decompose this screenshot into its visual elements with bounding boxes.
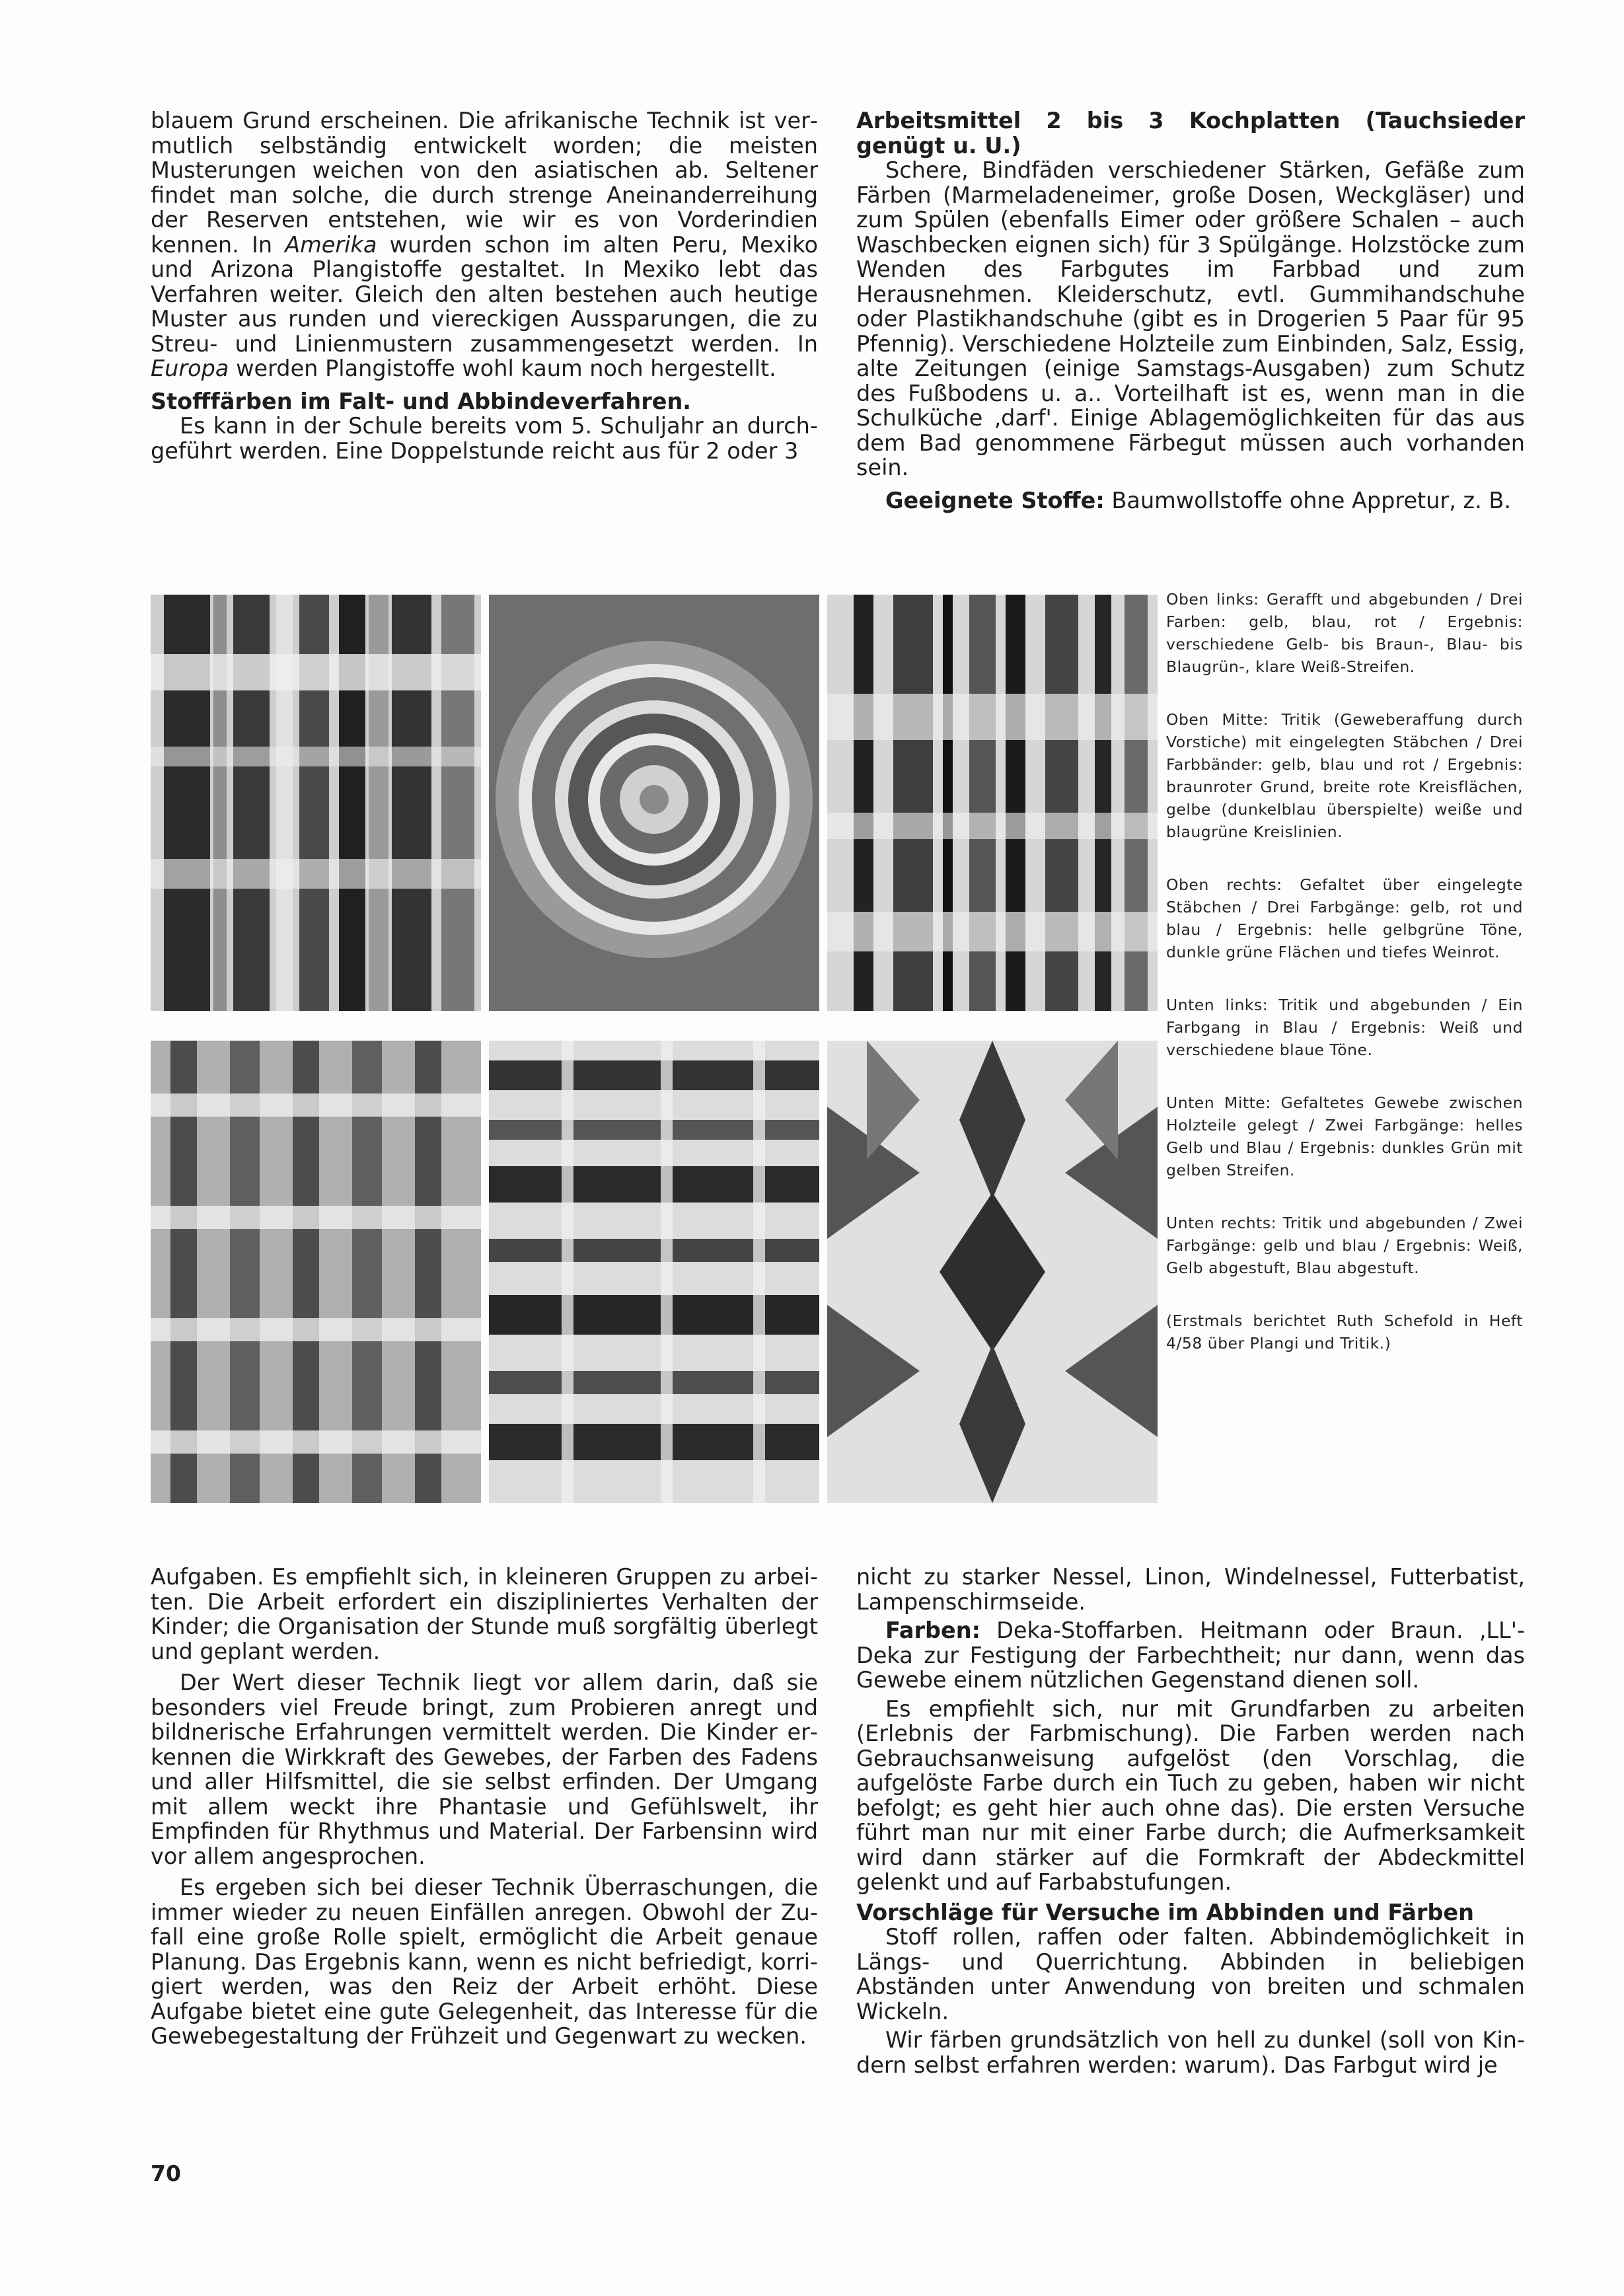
caption-bottom-left: Unten links: Tritik und abgebunden / Ein Farbgang in Blau / Ergebnis: Weiß und verschiedene blaue Töne. [1166,996,1523,1059]
inline-label: Farben: [885,1617,980,1643]
caption-bottom-middle: Unten Mitte: Gefaltetes Gewebe zwischen Holzteile gelegt / Zwei Farbgänge: helles Gelb und Blau / Ergebnis: dunkles Grün mit gelben Streifen. [1166,1093,1523,1179]
page-number: 70 [151,2161,181,2186]
paragraph: Wir färben grundsätzlich von hell zu dunkel (soll von Kindern selbst erfahren werden: warum). Das Farbgut wird je [856,2027,1525,2078]
caption-bottom-right: Unten rechts: Tritik und abgebunden / Zwei Farbgänge: gelb und blau / Ergebnis: Weiß, Gelb abgestuft, Blau abgestuft. [1166,1214,1523,1277]
emphasis: Europa [151,355,229,381]
photo-top-right [827,595,1158,1011]
section-heading: Arbeitsmittel 2 bis 3 Kochplatten (Tauchsieder genügt u. U.) [856,108,1525,159]
paragraph: Geeignete Stoffe: Baumwollstoffe ohne Appretur, z. B. [885,487,1512,513]
photo-top-left [151,595,481,1011]
paragraph: nicht zu starker Nessel, Linon, Windelnessel, Futterbatist, Lampenschirmseide. [856,1564,1525,1615]
text-column-top-right [856,108,1525,513]
caption-top-middle: Oben Mitte: Tritik (Geweberaffung durch Vorstiche) mit eingelegten Stäbchen / Drei Farbbänder: gelb, blau und rot / Ergebnis: braunroter Grund, breite rote Kreisflächen, gelbe (dunkelblau überspielte) weiße und blaugrüne Kreislinien. [1166,710,1523,841]
paragraph: Aufgaben. Es empfiehlt sich, in kleineren Gruppen zu arbeiten. Die Arbeit erfordert ein diszipliniertes Verhalten der Kinder; die Organisation der Stunde muß sorgfältig überlegt und geplant werden. [151,1564,818,1664]
paragraph: Farben: Deka-Stoffarben. Heitmann oder Braun. ‚LL'-Deka zur Festigung der Farbechtheit; nur dann, wenn das Gewebe einem nützlichen Gegenstand dienen soll. [856,1617,1525,1693]
section-heading: Vorschläge für Versuche im Abbinden und Färben [856,1899,1474,1925]
paragraph: Es ergeben sich bei dieser Technik Überraschungen, die immer wieder zu neuen Einfällen anregen. Obwohl der Zufall eine große Rolle spielt, ermöglicht die Arbeit genaue Planung. Das Ergebnis kann, wenn es nicht befriedigt, korrigiert werden, was den Reiz der Arbeit erhöht. Diese Aufgabe bietet eine gute Gelegenheit, das Interesse für die Gewebegestaltung der Frühzeit und Gegenwart zu wecken. [151,1874,818,2049]
caption-top-left: Oben links: Gerafft und abgebunden / Drei Farben: gelb, blau, rot / Ergebnis: verschiedene Gelb- bis Braun-, Blau- bis Blaugrün-, klare Weiß-Streifen. [1166,590,1523,676]
paragraph: Stoff rollen, raffen oder falten. Abbindemöglichkeit in Längs- und Querrichtung. Abbinden in beliebigen Abständen unter Anwendung von breiten und schmalen Wickeln. [856,1924,1525,2024]
caption-top-right: Oben rechts: Gefaltet über eingelegte Stäbchen / Drei Farbgänge: gelb, rot und blau / Ergebnis: helle gelbgrüne Töne, dunkle grüne Flächen und tiefes Weinrot. [1166,875,1523,961]
paragraph: Der Wert dieser Technik liegt vor allem darin, daß sie besonders viel Freude bringt, zum Probieren anregt und bildnerische Erfahrungen vermittelt werden. Die Kinder erkennen die Wirkkraft des Gewebes, der Farben des Fadens und aller Hilfsmittel, die sie selbst erfinden. Der Umgang mit allem weckt ihre Phantasie und Gefühlswelt, ihr Empfinden für Rhythmus und Material. Der Farbensinn wird vor allem angesprochen. [151,1670,818,1869]
paragraph: Schere, Bindfäden verschiedener Stärken, Gefäße zum Färben (Marmeladeneimer, große Dosen, Weckgläser) und zum Spülen (ebenfalls Eimer oder größere Schalen – auch Waschbecken eignen sich) für 3 Spülgänge. Holzstöcke zum Wenden des Farbgutes im Farbbad und zum Herausnehmen. Kleiderschutz, evtl. Gummihandschuhe oder Plastikhandschuhe (gibt es in Drogerien 5 Paar für 95 Pfennig). Verschiedene Holzteile zum Einbinden, Salz, Essig, alte Zeitungen (einige Samstags-Ausgaben) zum Schutz des Fußbodens u. a.. Vorteilhaft ist es, wenn man in die Schulküche ‚darf'. Einige Ablagemöglichkeiten für das aus dem Bad genommene Färbegut müssen auch vorhanden sein. [856,157,1525,480]
photo-bottom-right [827,1041,1158,1503]
inline-label: Geeignete Stoffe: [885,487,1105,513]
photo-bottom-left [151,1041,481,1503]
paragraph: Es kann in der Schule bereits vom 5. Schuljahr an durchgeführt werden. Eine Doppelstunde reicht aus für 2 oder 3 [151,413,818,464]
paragraph: blauem Grund erscheinen. Die afrikanische Technik ist vermutlich selbständig entwickelt worden; die meisten Musterungen weichen von den asiatischen ab. Seltener findet man solche, die durch strenge Aneinanderreihung der Reserven entstehen, wie wir es von Vorderindien kennen. In Amerika wurden schon im alten Peru, Mexiko und Arizona Plangistoffe gestaltet. In Mexiko lebt das Verfahren weiter. Gleich den alten bestehen auch heutige Muster aus runden und viereckigen Aussparungen, die zu Streu- und Linienmustern zusammengesetzt werden. In Europa werden Plangistoffe wohl kaum noch hergestellt. [151,108,818,381]
caption-source-note: (Erstmals berichtet Ruth Schefold in Heft 4/58 über Plangi und Tritik.) [1166,1312,1523,1352]
photo-bottom-middle [489,1041,819,1503]
text-column-top-left [151,108,818,463]
photo-captions [1166,588,1523,1385]
photo-top-middle [489,595,819,1011]
section-heading: Stofffärben im Falt- und Abbindeverfahren. [151,388,692,414]
paragraph: Es empfiehlt sich, nur mit Grundfarben zu arbeiten (Erlebnis der Farbmischung). Die Farben werden nach Gebrauchsanweisung aufgelöst (den Vorschlag, die aufgelöste Farbe durch ein Tuch zu geben, haben wir nicht befolgt; es geht hier auch ohne das). Die ersten Versuche führt man nur mit einer Farbe durch; die Aufmerksamkeit wird dann stärker auf die Formkraft der Abdeckmittel gelenkt und auf Farbabstufungen. [856,1695,1525,1895]
text-column-bottom-right [856,1565,1525,2077]
text-column-bottom-left [151,1565,818,2049]
emphasis: Amerika [285,231,377,258]
